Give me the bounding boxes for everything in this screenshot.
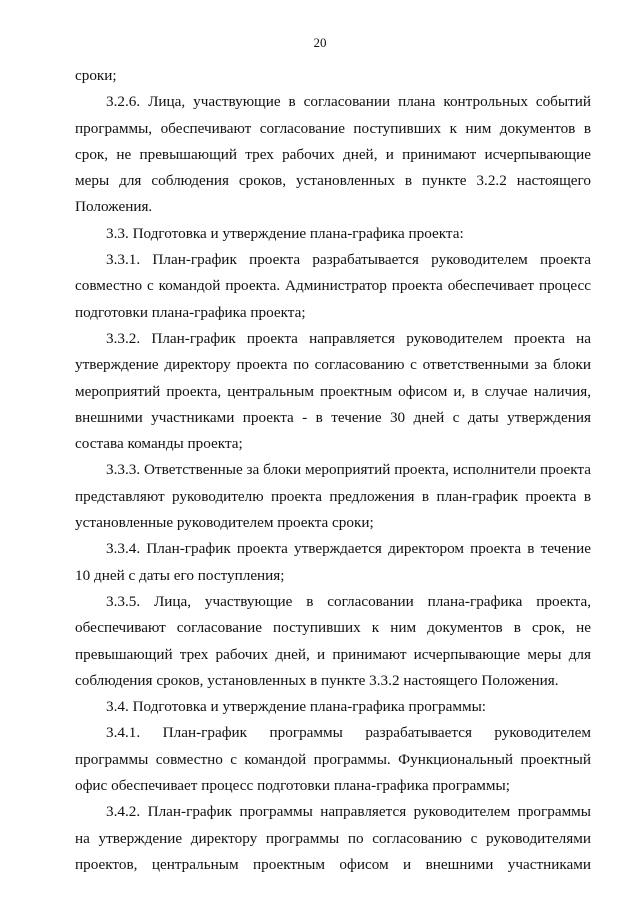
paragraph-3-4-2: 3.4.2. План-график программы направляется руководителем программы на утверждение директору программы по согласованию с руководителями проектов, центральным проектным офисом и внешними участниками <box>75 803 591 873</box>
paragraph-3-3-2: 3.3.2. План-график проекта направляется руководителем проекта на утверждение директору проекта по согласованию с ответственными за блоки мероприятий проекта, центральным проектным офисом и, в случае наличия, внешними участниками проекта - в течение 30 дней с даты утверждения состава команды проекта; <box>75 329 591 453</box>
paragraph-3-2-6: 3.2.6. Лица, участвующие в согласовании плана контрольных событий программы, обеспечивают согласование поступивших к ним документов в срок, не превышающий трех рабочих дней, и принимают исчерпывающие меры для соблюдения сроков, установленных в пункте 3.2.2 настоящего Положения. <box>75 93 591 216</box>
paragraph-3-3-4: 3.3.4. План-график проекта утверждается директором проекта в течение 10 дней с даты его поступления; <box>75 540 591 584</box>
document-body <box>75 63 591 878</box>
paragraph-3-3-5: 3.3.5. Лица, участвующие в согласовании плана-графика проекта, обеспечивают согласование поступивших к ним документов в срок, не превышающий трех рабочих дней, и принимают исчерпывающие меры для соблюдения сроков, установленных в пункте 3.3.2 настоящего Положения. <box>75 592 591 689</box>
paragraph-continuation: сроки; <box>75 67 117 84</box>
paragraph-3-3-3: 3.3.3. Ответственные за блоки мероприятий проекта, исполнители проекта представляют руководителю проекта предложения в план-график проекта в установленные руководителем проекта сроки; <box>75 461 591 532</box>
paragraph-3-3: 3.3. Подготовка и утверждение плана-графика проекта: <box>106 224 464 242</box>
page-number: 20 <box>313 35 327 50</box>
paragraph-3-4-1: 3.4.1. План-график программы разрабатывается руководителем программы совместно с командой программы. Функциональный проектный офис обеспечивает процесс подготовки плана-графика программы; <box>75 724 591 795</box>
paragraph-3-3-1: 3.3.1. План-график проекта разрабатывается руководителем проекта совместно с командой проекта. Администратор проекта обеспечивает процесс подготовки плана-графика проекта; <box>75 251 591 321</box>
paragraph-3-4: 3.4. Подготовка и утверждение плана-графика программы: <box>106 698 487 716</box>
